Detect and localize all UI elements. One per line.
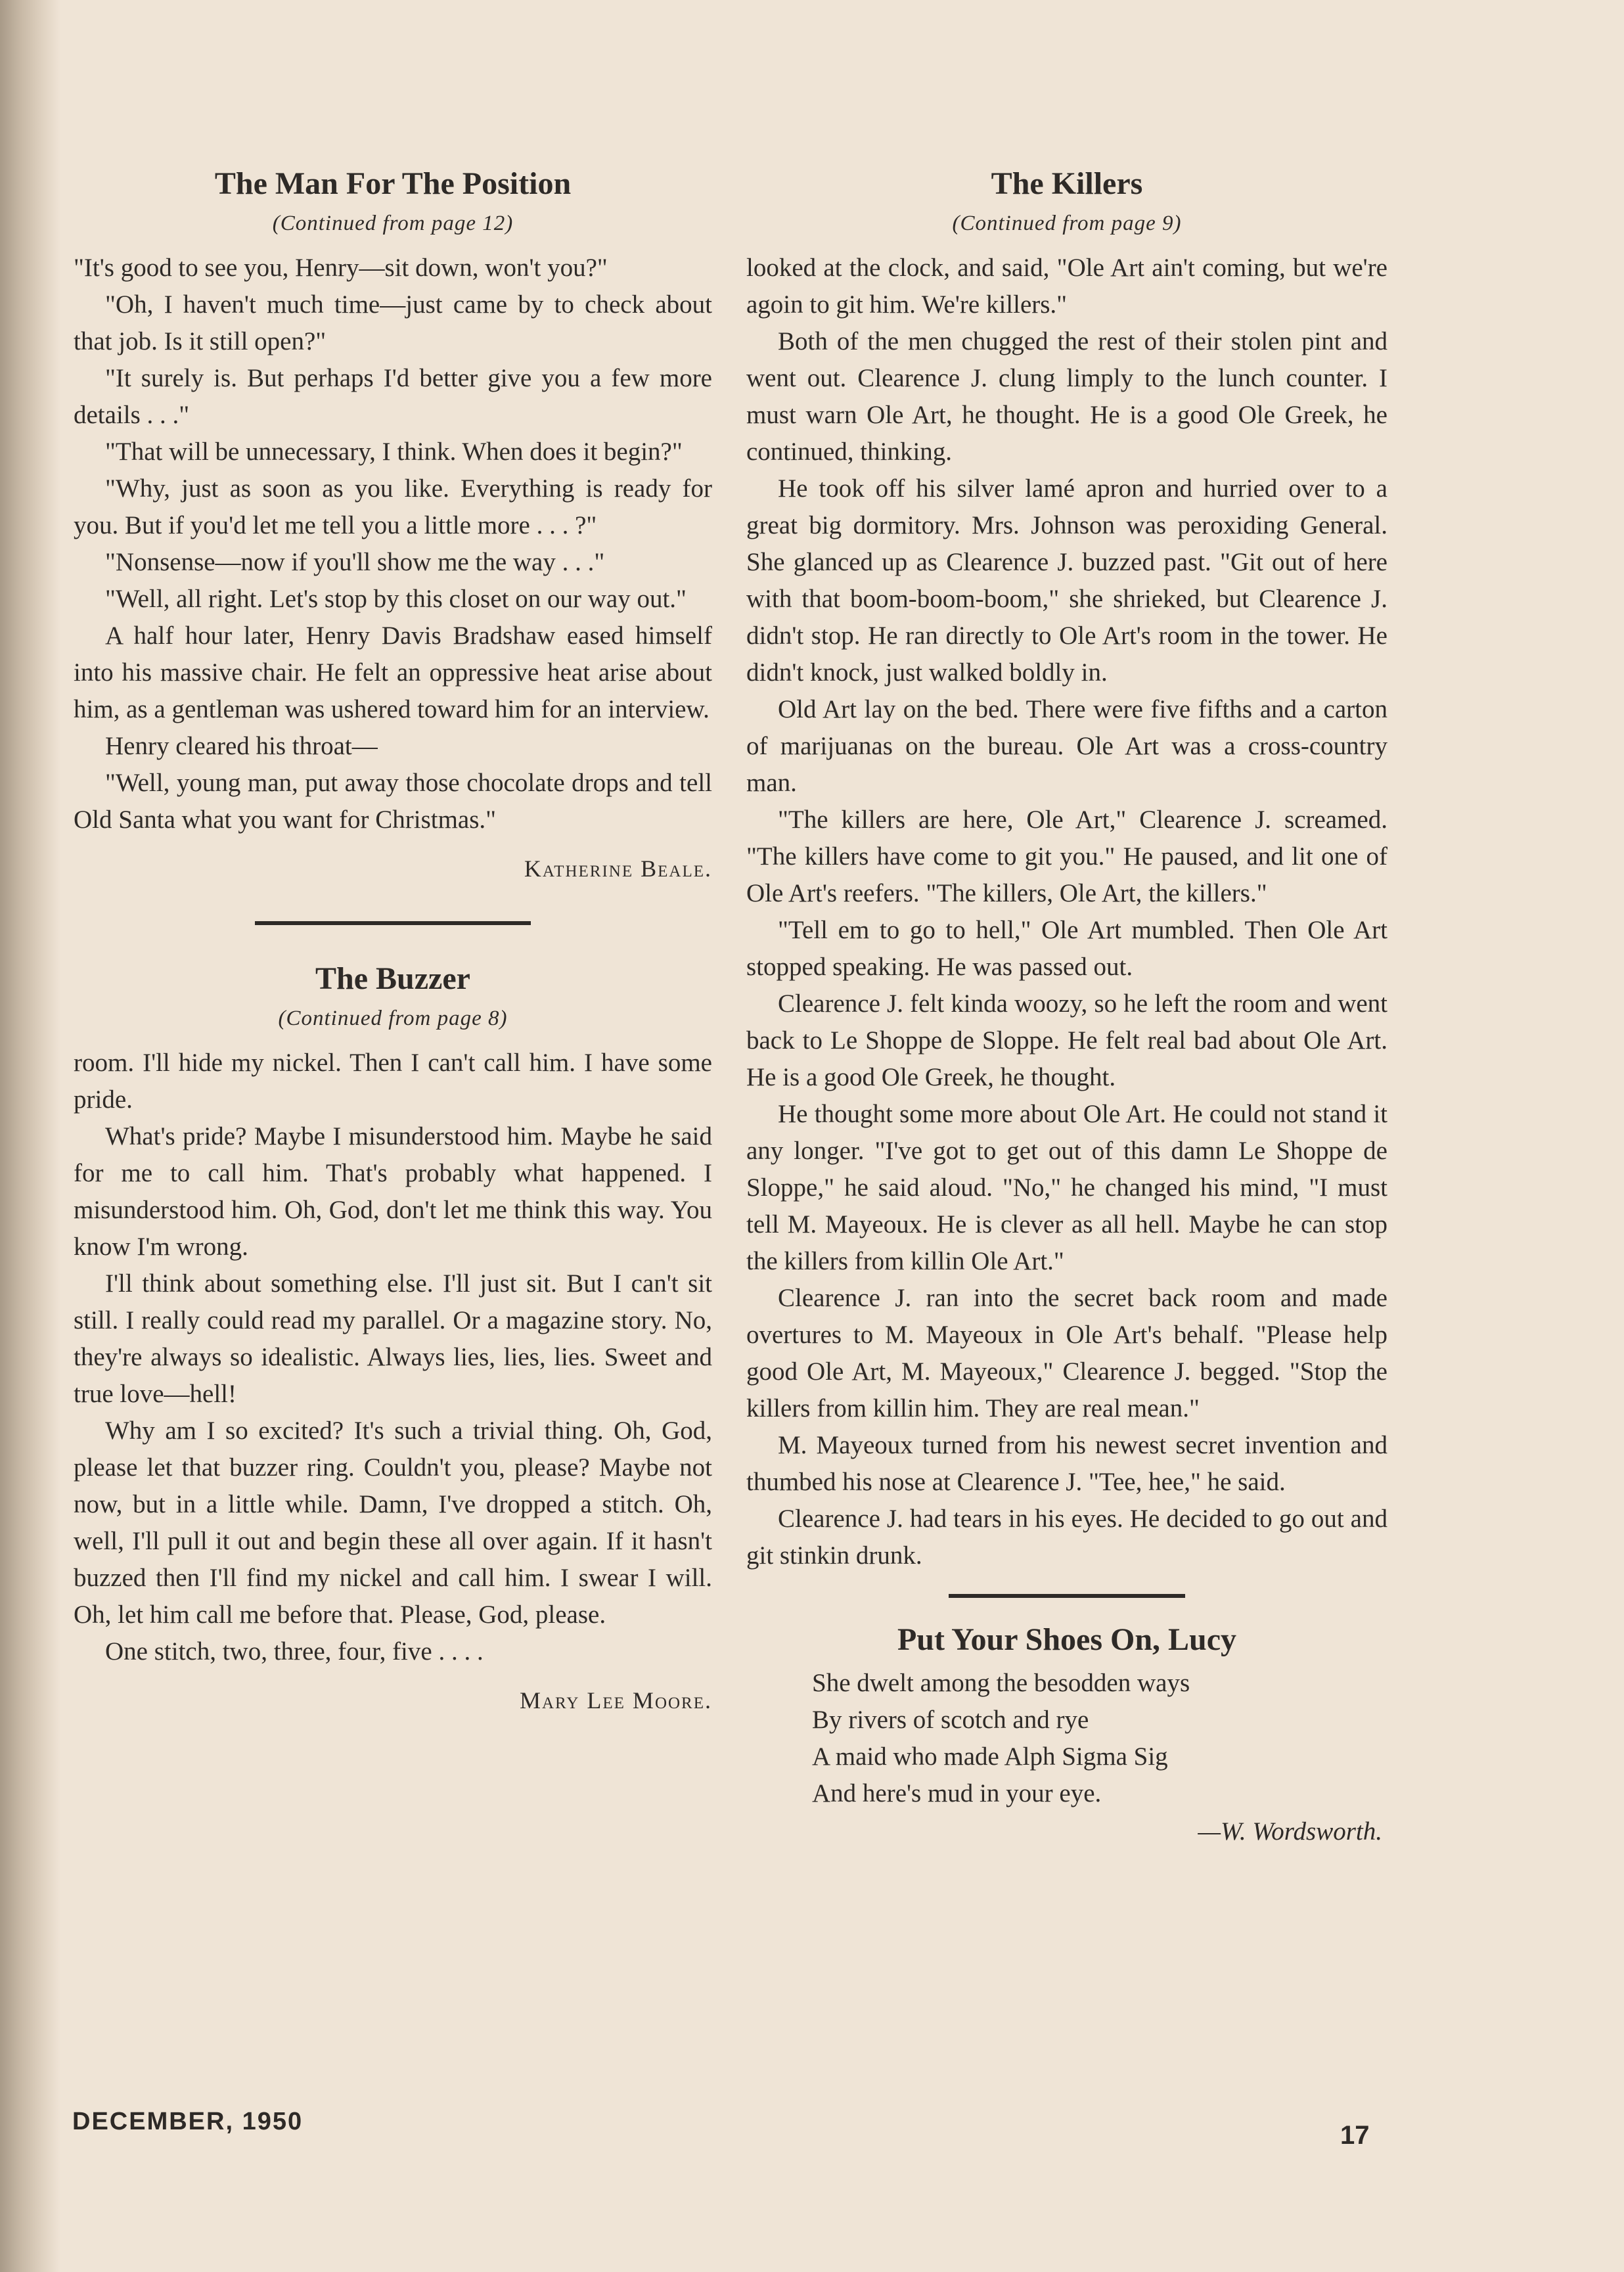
poem-body (812, 1665, 1387, 1812)
page-number: 17 (1340, 2121, 1370, 2150)
author-byline: Katherine Beale. (524, 855, 712, 882)
paragraph: "Tell em to go to hell," Ole Art mumbled. Then Ole Art stopped speaking. He was passed out. (746, 916, 1387, 981)
paragraph: Clearence J. ran into the secret back room and made overtures to M. Mayeoux in Ole Art's behalf. "Please help good Ole Art, M. Mayeoux," Clearence J. begged. "Stop the killers from killin him. They are real mean." (746, 1284, 1387, 1422)
paragraph: "Why, just as soon as you like. Everything is ready for you. But if you'd let me tell you a little more . . . ?" (74, 474, 712, 539)
story-title: The Man For The Position (214, 166, 572, 201)
paragraph: He took off his silver lamé apron and hurried over to a great big dormitory. Mrs. Johnson was peroxiding General. She glanced up as Clearence J. buzzed past. "Git out of here with that boom-boom-boom," she shrieked, but Clearence J. didn't stop. He ran directly to Ole Art's room in the tower. He didn't knock, just walked boldly in. (746, 474, 1387, 687)
story-title: The Killers (991, 166, 1143, 201)
poem-line: A maid who made Alph Sigma Sig (812, 1742, 1168, 1771)
paragraph: "Oh, I haven't much time—just came by to check about that job. Is it still open?" (74, 290, 712, 355)
issue-date: DECEMBER, 1950 (72, 2108, 304, 2135)
section-divider (255, 921, 531, 925)
paragraph: "Well, young man, put away those chocolate drops and tell Old Santa what you want for Christmas." (74, 769, 712, 834)
paragraph: Why am I so excited? It's such a trivial thing. Oh, God, please let that buzzer ring. Couldn't you, please? Maybe not now, but in a little while. Damn, I've dropped a stitch. Oh, well, I'll pull it out and begin these all over again. If it hasn't buzzed then I'll find my nickel and call him. I swear I will. Oh, let him call me before that. Please, God, please. (74, 1417, 712, 1629)
story-killers (746, 164, 1387, 1574)
poem-put-your-shoes-on (746, 1620, 1387, 1850)
paragraph: Clearence J. felt kinda woozy, so he left the room and went back to Le Shoppe de Sloppe. He felt real bad about Ole Art. He is a good Ole Greek, he thought. (746, 989, 1387, 1091)
left-column (74, 164, 712, 1719)
poem-title: Put Your Shoes On, Lucy (897, 1622, 1237, 1657)
paragraph: room. I'll hide my nickel. Then I can't call him. I have some pride. (74, 1049, 712, 1114)
paragraph: Old Art lay on the bed. There were five fifths and a carton of marijuanas on the bureau. Ole Art was a cross-country man. (746, 695, 1387, 797)
paragraph: What's pride? Maybe I misunderstood him. Maybe he said for me to call him. That's probably what happened. I misunderstood him. Oh, God, don't let me think this way. You know I'm wrong. (74, 1122, 712, 1261)
continued-note: (Continued from page 8) (278, 1007, 508, 1030)
paragraph: He thought some more about Ole Art. He could not stand it any longer. "I've got to get out of this damn Le Shoppe de Sloppe," he said aloud. "No," he changed his mind, "I must tell M. Mayeoux. He is clever as all hell. Maybe he can stop the killers from killin Ole Art." (746, 1100, 1387, 1275)
story-title: The Buzzer (315, 961, 470, 996)
story-man-for-position (74, 164, 712, 887)
poem-line: By rivers of scotch and rye (812, 1706, 1089, 1734)
continued-note: (Continued from page 9) (952, 212, 1182, 235)
paragraph: "It's good to see you, Henry—sit down, won't you?" (74, 254, 608, 282)
poem-line: And here's mud in your eye. (812, 1779, 1102, 1807)
paragraph: Both of the men chugged the rest of their stolen pint and went out. Clearence J. clung limply to the lunch counter. I must warn Ole Art, he thought. He is a good Ole Greek, he continued, thinking. (746, 327, 1387, 466)
paragraph: M. Mayeoux turned from his newest secret invention and thumbed his nose at Clearence J. "Tee, hee," he said. (746, 1431, 1387, 1496)
section-divider (949, 1594, 1185, 1598)
author-byline: Mary Lee Moore. (519, 1687, 712, 1714)
right-column (746, 164, 1387, 1850)
continued-note: (Continued from page 12) (272, 212, 514, 235)
story-buzzer (74, 959, 712, 1719)
paragraph: "The killers are here, Ole Art," Clearence J. screamed. "The killers have come to git you." He paused, and lit one of Ole Art's reefers. "The killers, Ole Art, the killers." (746, 806, 1387, 907)
paragraph: "Nonsense—now if you'll show me the way . . ." (105, 548, 605, 576)
paragraph: "Well, all right. Let's stop by this closet on our way out." (105, 585, 687, 613)
paragraph: "That will be unnecessary, I think. When does it begin?" (105, 438, 683, 466)
paragraph: Henry cleared his throat— (105, 732, 378, 760)
paragraph: looked at the clock, and said, "Ole Art ain't coming, but we're agoin to git him. We're killers." (746, 254, 1387, 319)
paragraph: "It surely is. But perhaps I'd better give you a few more details . . ." (74, 364, 712, 429)
page-binding-shadow (0, 0, 60, 2272)
poem-line: She dwelt among the besodden ways (812, 1669, 1190, 1697)
paragraph: A half hour later, Henry Davis Bradshaw eased himself into his massive chair. He felt an oppressive heat arise about him, as a gentleman was ushered toward him for an interview. (74, 622, 712, 723)
paragraph: One stitch, two, three, four, five . . . . (105, 1637, 484, 1666)
paragraph: I'll think about something else. I'll just sit. But I can't sit still. I really could read my parallel. Or a magazine story. No, they're always so idealistic. Always lies, lies, lies. Sweet and true love—hell! (74, 1269, 712, 1408)
poem-attribution: —W. Wordsworth. (1198, 1817, 1382, 1846)
paragraph: Clearence J. had tears in his eyes. He decided to go out and git stinkin drunk. (746, 1505, 1387, 1570)
